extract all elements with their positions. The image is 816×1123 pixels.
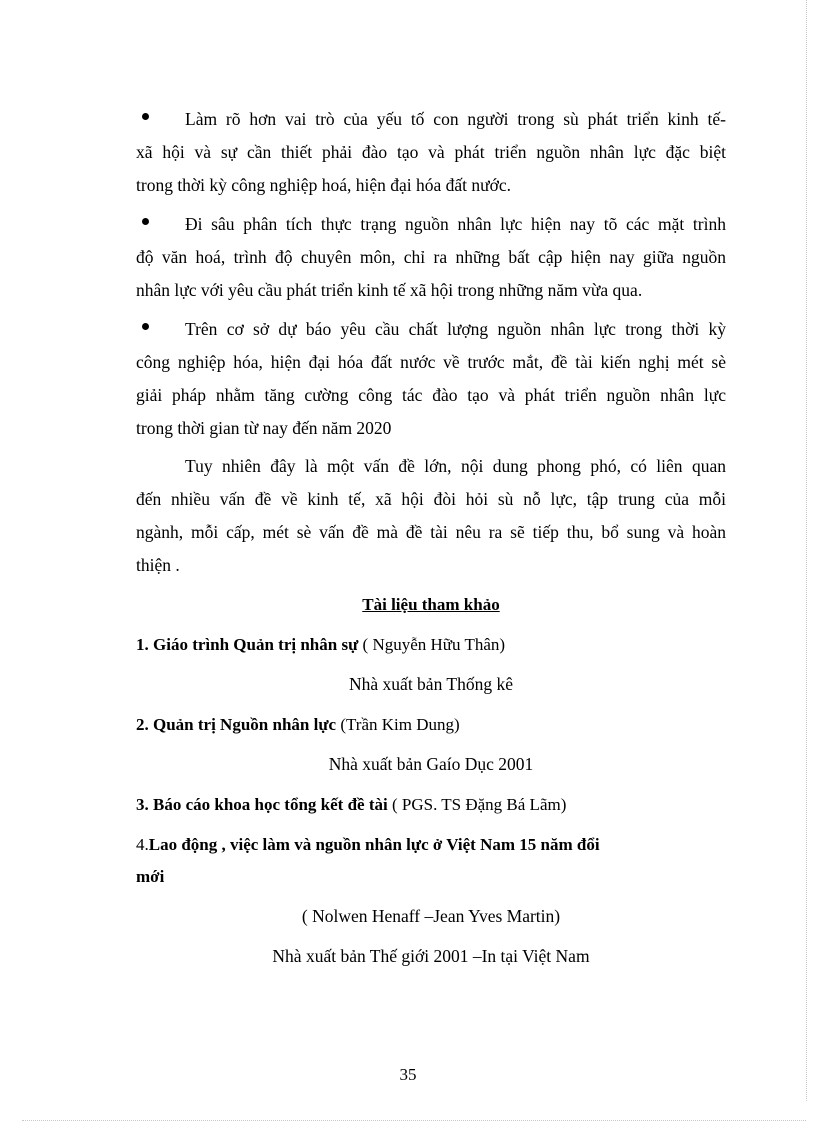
text-line: Làm rõ hơn vai trò của yếu tố con người trong sù phát triển kinh tế-	[185, 109, 726, 129]
text-line: nhân lực với yêu cầu phát triển kinh tế xã hội trong những năm vừa qua.	[136, 280, 643, 300]
text-line: xã hội và sự cần thiết phải đào tạo và phát triển nguồn nhân lực đặc biệt	[136, 142, 726, 162]
text-line: trong thời kỳ công nghiệp hoá, hiện đại hóa đất nước.	[136, 175, 511, 195]
reference-author: (Trần Kim Dung)	[336, 715, 460, 734]
reference-publisher: Nhà xuất bản Gaío Dục 2001	[328, 754, 534, 774]
reference-author: ( Nolwen Henaff –Jean Yves Martin)	[301, 906, 561, 926]
paragraph-line: thiện .	[136, 555, 180, 575]
paragraph-line: ngành, mỗi cấp, mét sè vấn đề mà đề tài nêu ra sẽ tiếp thu, bổ sung và hoàn	[136, 522, 726, 542]
reference-publisher: Nhà xuất bản Thống kê	[349, 674, 513, 694]
text-line: công nghiệp hóa, hiện đại hóa đất nước về trước mắt, đề tài kiến nghị mét sè	[136, 352, 726, 372]
page-border-bottom	[22, 1120, 806, 1121]
reference-title: Quản trị Nguồn nhân lực	[153, 715, 337, 734]
references-title: Tài liệu tham khảo	[362, 595, 500, 614]
reference-author: ( PGS. TS Đặng Bá Lãm)	[387, 795, 567, 814]
text-line: trong thời gian từ nay đến năm 2020	[136, 418, 392, 438]
reference-number: 2.	[136, 715, 153, 734]
reference-number: 3.	[136, 795, 153, 814]
text-line: Đi sâu phân tích thực trạng nguồn nhân lực hiện nay tõ các mặt trình	[185, 214, 726, 234]
reference-item	[136, 788, 726, 821]
paragraph-line: đến nhiều vấn đề về kinh tế, xã hội đòi hỏi sù nỗ lực, tập trung của mỗi	[136, 489, 726, 509]
text-line: Trên cơ sở dự báo yêu cầu chất lượng nguồn nhân lực trong thời kỳ	[185, 319, 726, 339]
reference-title: Lao động , việc làm và nguồn nhân lực ở Việt Nam 15 năm đổi	[148, 835, 600, 854]
paragraph-line: Tuy nhiên đây là một vấn đề lớn, nội dung phong phó, có liên quan	[185, 456, 726, 476]
reference-title: Báo cáo khoa học tổng kết đề tài	[153, 795, 388, 814]
reference-item	[136, 828, 726, 861]
reference-publisher: Nhà xuất bản Thế giới 2001 –In tại Việt Nam	[272, 946, 590, 966]
reference-number: 4.	[136, 835, 149, 854]
reference-author: ( Nguyễn Hữu Thân)	[358, 635, 506, 654]
reference-item	[136, 708, 726, 741]
page-number: 35	[399, 1065, 417, 1084]
reference-item	[136, 628, 726, 661]
text-line: giải pháp nhằm tăng cường công tác đào tạo và phát triển nguồn nhân lực	[136, 385, 726, 405]
reference-title-continued: mới	[136, 867, 165, 886]
reference-number: 1.	[136, 635, 153, 654]
reference-title: Giáo trình Quản trị nhân sự	[153, 635, 359, 654]
page-border-right	[806, 0, 807, 1101]
text-line: độ văn hoá, trình độ chuyên môn, chỉ ra những bất cập hiện nay giữa nguồn	[136, 247, 726, 267]
